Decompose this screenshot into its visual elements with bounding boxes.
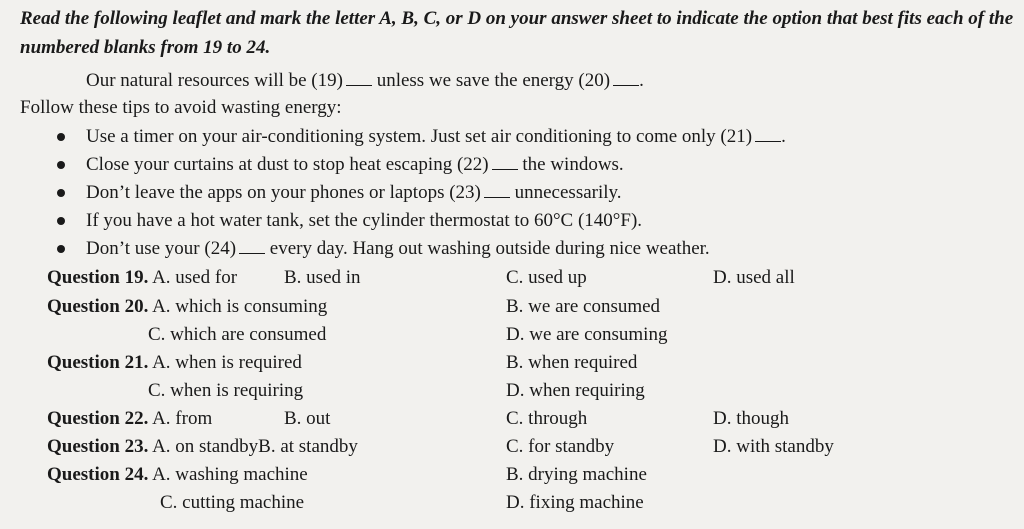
option-a[interactable]: A. which is consuming (152, 296, 328, 317)
blank-19 (346, 69, 372, 86)
blank-21 (755, 125, 781, 142)
question-19 (47, 265, 237, 291)
tip-23 (86, 180, 622, 206)
option-c[interactable]: C. which are consumed (148, 324, 327, 345)
option-b[interactable]: B. we are consumed (506, 296, 661, 317)
option-a[interactable]: A. used for (152, 267, 238, 288)
tip-text-after: every day. Hang out washing outside during nice weather. (269, 238, 710, 259)
tip-text: Don’t use your (24) (86, 238, 237, 259)
bullet-icon (57, 189, 65, 197)
question-label: Question 21. (47, 352, 149, 373)
tip-thermostat (86, 208, 642, 234)
tip-21 (86, 124, 786, 150)
option-a-b[interactable]: A. on standbyB. at standby (152, 436, 358, 457)
option-d[interactable]: D. we are consuming (506, 324, 668, 345)
tip-text: Use a timer on your air-conditioning system. Just set air conditioning to come only (21) (86, 126, 753, 147)
option-b[interactable]: B. when required (506, 352, 638, 373)
question-label: Question 20. (47, 296, 149, 317)
question-label: Question 23. (47, 436, 149, 457)
option-c[interactable]: C. through (506, 408, 588, 429)
option-c[interactable]: C. used up (506, 267, 587, 288)
tip-text: Don’t leave the apps on your phones or laptops (23) (86, 182, 481, 203)
option-b[interactable]: B. out (284, 408, 331, 429)
option-d[interactable]: D. though (713, 408, 789, 429)
question-20 (47, 294, 327, 320)
question-24 (47, 462, 308, 488)
intro-end: . (639, 70, 644, 91)
intro-part2: unless we save the energy (20) (376, 70, 611, 91)
option-b[interactable]: B. drying machine (506, 464, 647, 485)
question-label: Question 19. (47, 267, 149, 288)
question-23 (47, 434, 358, 460)
option-c[interactable]: C. for standby (506, 436, 615, 457)
option-d[interactable]: D. used all (713, 267, 795, 288)
intro-part1: Our natural resources will be (19) (86, 70, 343, 91)
blank-20 (613, 69, 639, 86)
tip-24 (86, 236, 710, 262)
blank-22 (492, 153, 518, 170)
question-label: Question 22. (47, 408, 149, 429)
bullet-icon (57, 161, 65, 169)
option-c[interactable]: C. when is requiring (148, 380, 304, 401)
option-a[interactable]: A. when is required (152, 352, 302, 373)
blank-24 (239, 237, 265, 254)
tip-text-after: unnecessarily. (514, 182, 622, 203)
tip-22 (86, 152, 624, 178)
blank-23 (484, 181, 510, 198)
tip-text-after: . (781, 126, 786, 147)
bullet-icon (57, 217, 65, 225)
follow-heading: Follow these tips to avoid wasting energy: (20, 97, 342, 118)
question-label: Question 24. (47, 464, 149, 485)
option-d[interactable]: D. with standby (713, 436, 834, 457)
option-d[interactable]: D. when requiring (506, 380, 645, 401)
tip-text: Close your curtains at dust to stop heat escaping (22) (86, 154, 489, 175)
bullet-icon (57, 245, 65, 253)
instructions: Read the following leaflet and mark the letter A, B, C, or D on your answer sheet to indicate the option that best fits each of the numbered blanks from 19 to 24. (20, 8, 1014, 58)
question-22 (47, 406, 212, 432)
option-a[interactable]: A. from (152, 408, 213, 429)
tip-text-after: the windows. (522, 154, 624, 175)
option-d[interactable]: D. fixing machine (506, 492, 644, 513)
option-a[interactable]: A. washing machine (152, 464, 308, 485)
tip-text: If you have a hot water tank, set the cylinder thermostat to 60°C (140°F). (86, 210, 643, 231)
question-21 (47, 350, 302, 376)
option-b[interactable]: B. used in (284, 267, 361, 288)
option-c[interactable]: C. cutting machine (160, 492, 305, 513)
intro-line (86, 68, 644, 94)
bullet-icon (57, 133, 65, 141)
